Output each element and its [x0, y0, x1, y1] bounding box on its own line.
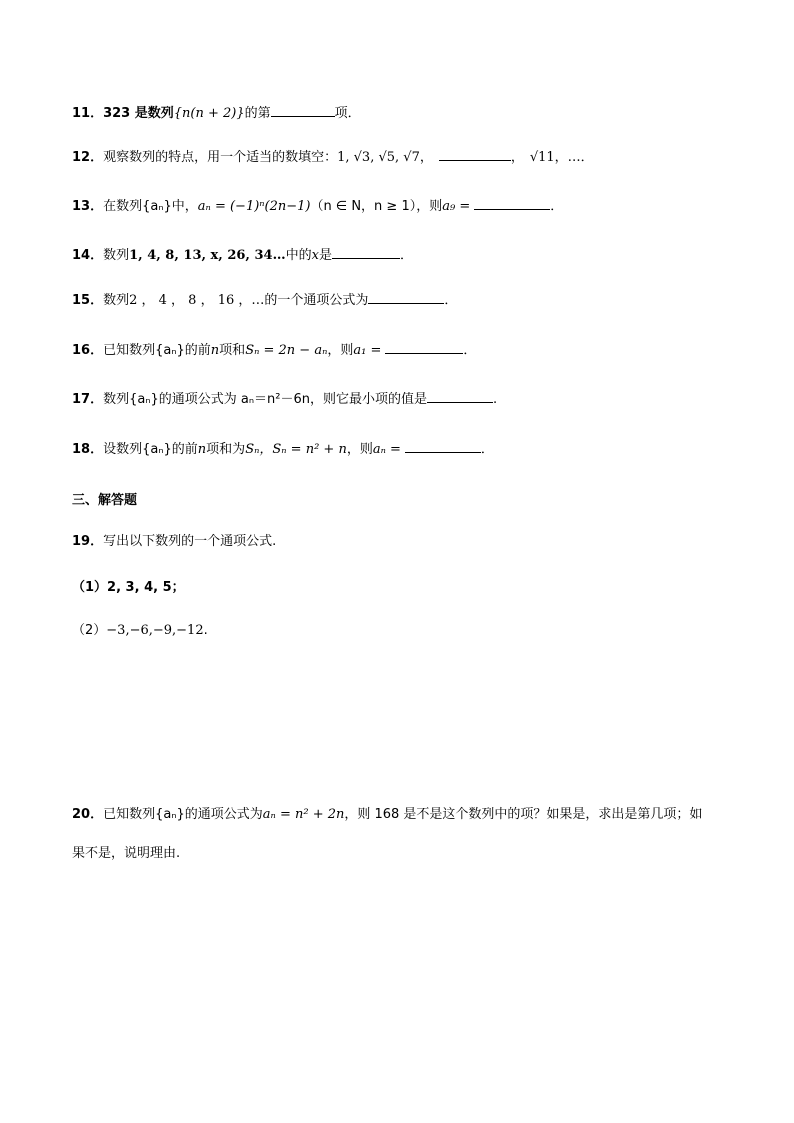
- answer-blank[interactable]: [439, 147, 511, 161]
- answer-blank[interactable]: [271, 103, 335, 117]
- math-sequence: 1, 4, 8, 13, x, 26, 34…: [129, 248, 286, 263]
- question-number: 20．: [72, 807, 104, 822]
- math-target: aₙ =: [372, 442, 401, 457]
- question-text: ．: [463, 343, 477, 358]
- math-sequence: 1, √3, √5, √7，: [337, 150, 433, 165]
- math-sequence: −3,−6,−9,−12: [106, 623, 204, 638]
- math-formula: aₙ = (−1)ⁿ(2n−1): [197, 199, 311, 214]
- question-text: ．: [399, 248, 413, 263]
- answer-blank[interactable]: [332, 245, 400, 259]
- question-number: 13．: [72, 199, 104, 214]
- question-text: ．: [480, 442, 494, 457]
- question-text: 项和: [219, 343, 246, 358]
- question-text: ．: [550, 199, 564, 214]
- question-number: 18．: [72, 442, 104, 457]
- math-target: a₁ =: [353, 343, 382, 358]
- part-label: （2）: [72, 623, 107, 638]
- question-text: 设数列{aₙ}的前: [103, 442, 198, 457]
- math-expression: √11，…．: [529, 150, 594, 165]
- question-13: [72, 196, 563, 216]
- question-14: [72, 245, 413, 265]
- question-text: 数列: [103, 248, 130, 263]
- question-17: [72, 389, 497, 409]
- question-text: ，则: [327, 343, 354, 358]
- question-text: 的第: [244, 106, 271, 121]
- question-text: .: [493, 392, 498, 407]
- answer-blank[interactable]: [427, 389, 493, 403]
- math-formula: Sₙ = 2n − aₙ: [245, 343, 328, 358]
- answer-blank[interactable]: [385, 340, 463, 354]
- question-text: 项和为: [206, 442, 246, 457]
- question-20-continued: 果不是，说明理由.: [72, 846, 181, 861]
- math-target: a₉ =: [442, 199, 471, 214]
- question-number: 12．: [72, 150, 104, 165]
- question-number: 11．: [72, 106, 104, 121]
- question-20: [72, 806, 702, 824]
- math-expression: {n(n + 2)}: [173, 106, 245, 121]
- question-text: 已知数列{aₙ}的通项公式为: [103, 807, 263, 822]
- question-text: 项．: [334, 106, 361, 121]
- math-formula: aₙ = n² + 2n: [262, 807, 345, 822]
- question-text: 323 是数列: [103, 106, 174, 121]
- question-19-part-2: [72, 622, 208, 640]
- question-text: 观察数列的特点，用一个适当的数填空：: [103, 150, 338, 165]
- math-variable: n: [197, 442, 207, 457]
- question-11: [72, 103, 361, 123]
- question-text: 在数列{aₙ}中，: [103, 199, 198, 214]
- question-number: 14．: [72, 248, 104, 263]
- question-18: [72, 439, 494, 459]
- section-heading: 三、解答题: [72, 493, 138, 508]
- math-variable: n: [210, 343, 220, 358]
- question-text: 的一个通项公式为: [264, 293, 369, 308]
- math-symbol: Sₙ，: [245, 442, 273, 457]
- question-text: ，则 168 是不是这个数列中的项？如果是，求出是第几项；如: [344, 807, 703, 822]
- question-text: （n ∈ N，n ≥ 1），则: [310, 199, 443, 214]
- question-text: ，则: [346, 442, 373, 457]
- question-text: 数列: [103, 293, 130, 308]
- question-number: 19．: [72, 534, 104, 549]
- question-number: 16．: [72, 343, 104, 358]
- math-formula: Sₙ = n² + n: [272, 442, 347, 457]
- answer-blank[interactable]: [368, 290, 444, 304]
- question-text: ．: [444, 293, 458, 308]
- question-text: 是: [318, 248, 332, 263]
- question-text: ，: [510, 150, 524, 165]
- question-text: 中的: [285, 248, 312, 263]
- question-text: 数列{aₙ}的通项公式为 aₙ＝n²－6n，则它最小项的值是: [103, 392, 428, 407]
- question-text: 写出以下数列的一个通项公式.: [103, 534, 277, 549]
- answer-blank[interactable]: [405, 439, 481, 453]
- question-text: 已知数列{aₙ}的前: [103, 343, 211, 358]
- question-number: 15．: [72, 293, 104, 308]
- question-number: 17．: [72, 392, 104, 407]
- math-sequence: 2 ， 4 ， 8 ， 16 ，…: [129, 293, 265, 308]
- question-12: [72, 147, 594, 167]
- question-15: [72, 290, 457, 310]
- answer-blank[interactable]: [474, 196, 550, 210]
- question-19: [72, 533, 276, 551]
- question-16: [72, 340, 476, 360]
- question-19-part-1: （1）2, 3, 4, 5；: [72, 580, 185, 595]
- question-text: .: [203, 623, 208, 638]
- math-variable: x: [311, 248, 319, 263]
